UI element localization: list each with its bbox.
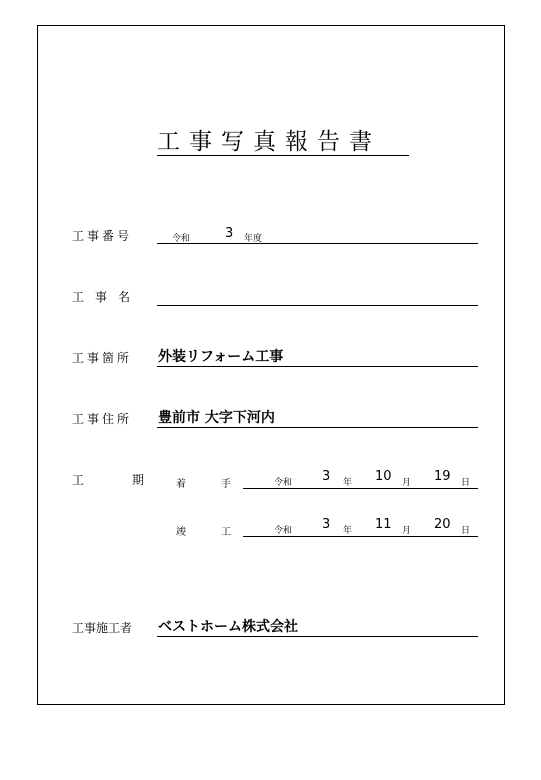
koji-bango-label: 工事番号 <box>72 229 133 243</box>
end-month-unit: 月 <box>402 526 412 536</box>
sekosha-value: ベストホーム株式会社 <box>158 619 298 635</box>
end-label-second: 工 <box>221 527 231 538</box>
koji-mei-line <box>157 305 478 306</box>
end-line <box>243 536 478 537</box>
end-month: 11 <box>375 517 392 532</box>
start-day: 19 <box>434 469 451 484</box>
koji-bango-era: 令和 <box>172 234 191 244</box>
start-day-unit: 日 <box>461 478 471 488</box>
end-label-first: 竣 <box>176 527 186 538</box>
end-year: 3 <box>322 517 331 532</box>
koji-kasho-value: 外装リフォーム工事 <box>158 349 284 365</box>
end-day-unit: 日 <box>461 526 471 536</box>
koji-mei-label: 工事名 <box>72 290 142 304</box>
end-era: 令和 <box>274 526 293 536</box>
start-line <box>243 488 478 489</box>
start-era: 令和 <box>274 478 293 488</box>
start-year-unit: 年 <box>343 478 353 488</box>
koji-bango-line <box>157 243 478 244</box>
document-title: 工事写真報告書 <box>157 129 381 155</box>
koji-jusho-value: 豊前市 大字下河内 <box>158 410 275 426</box>
sekosha-line <box>157 636 478 637</box>
koki-label-first: 工 <box>72 473 85 487</box>
sekosha-label: 工事施工者 <box>72 621 133 635</box>
title-underline <box>157 155 409 156</box>
koji-kasho-label: 工事箇所 <box>72 351 133 365</box>
start-label-first: 着 <box>176 479 186 490</box>
koji-bango-year: 3 <box>225 226 234 241</box>
start-label-second: 手 <box>221 479 231 490</box>
end-year-unit: 年 <box>343 526 353 536</box>
koji-bango-suffix: 年度 <box>244 234 263 244</box>
start-month-unit: 月 <box>402 478 412 488</box>
koji-jusho-label: 工事住所 <box>72 412 133 426</box>
koki-label-second: 期 <box>132 473 145 487</box>
koji-jusho-line <box>157 427 478 428</box>
koji-kasho-line <box>157 366 478 367</box>
end-day: 20 <box>434 517 451 532</box>
start-year: 3 <box>322 469 331 484</box>
start-month: 10 <box>375 469 392 484</box>
